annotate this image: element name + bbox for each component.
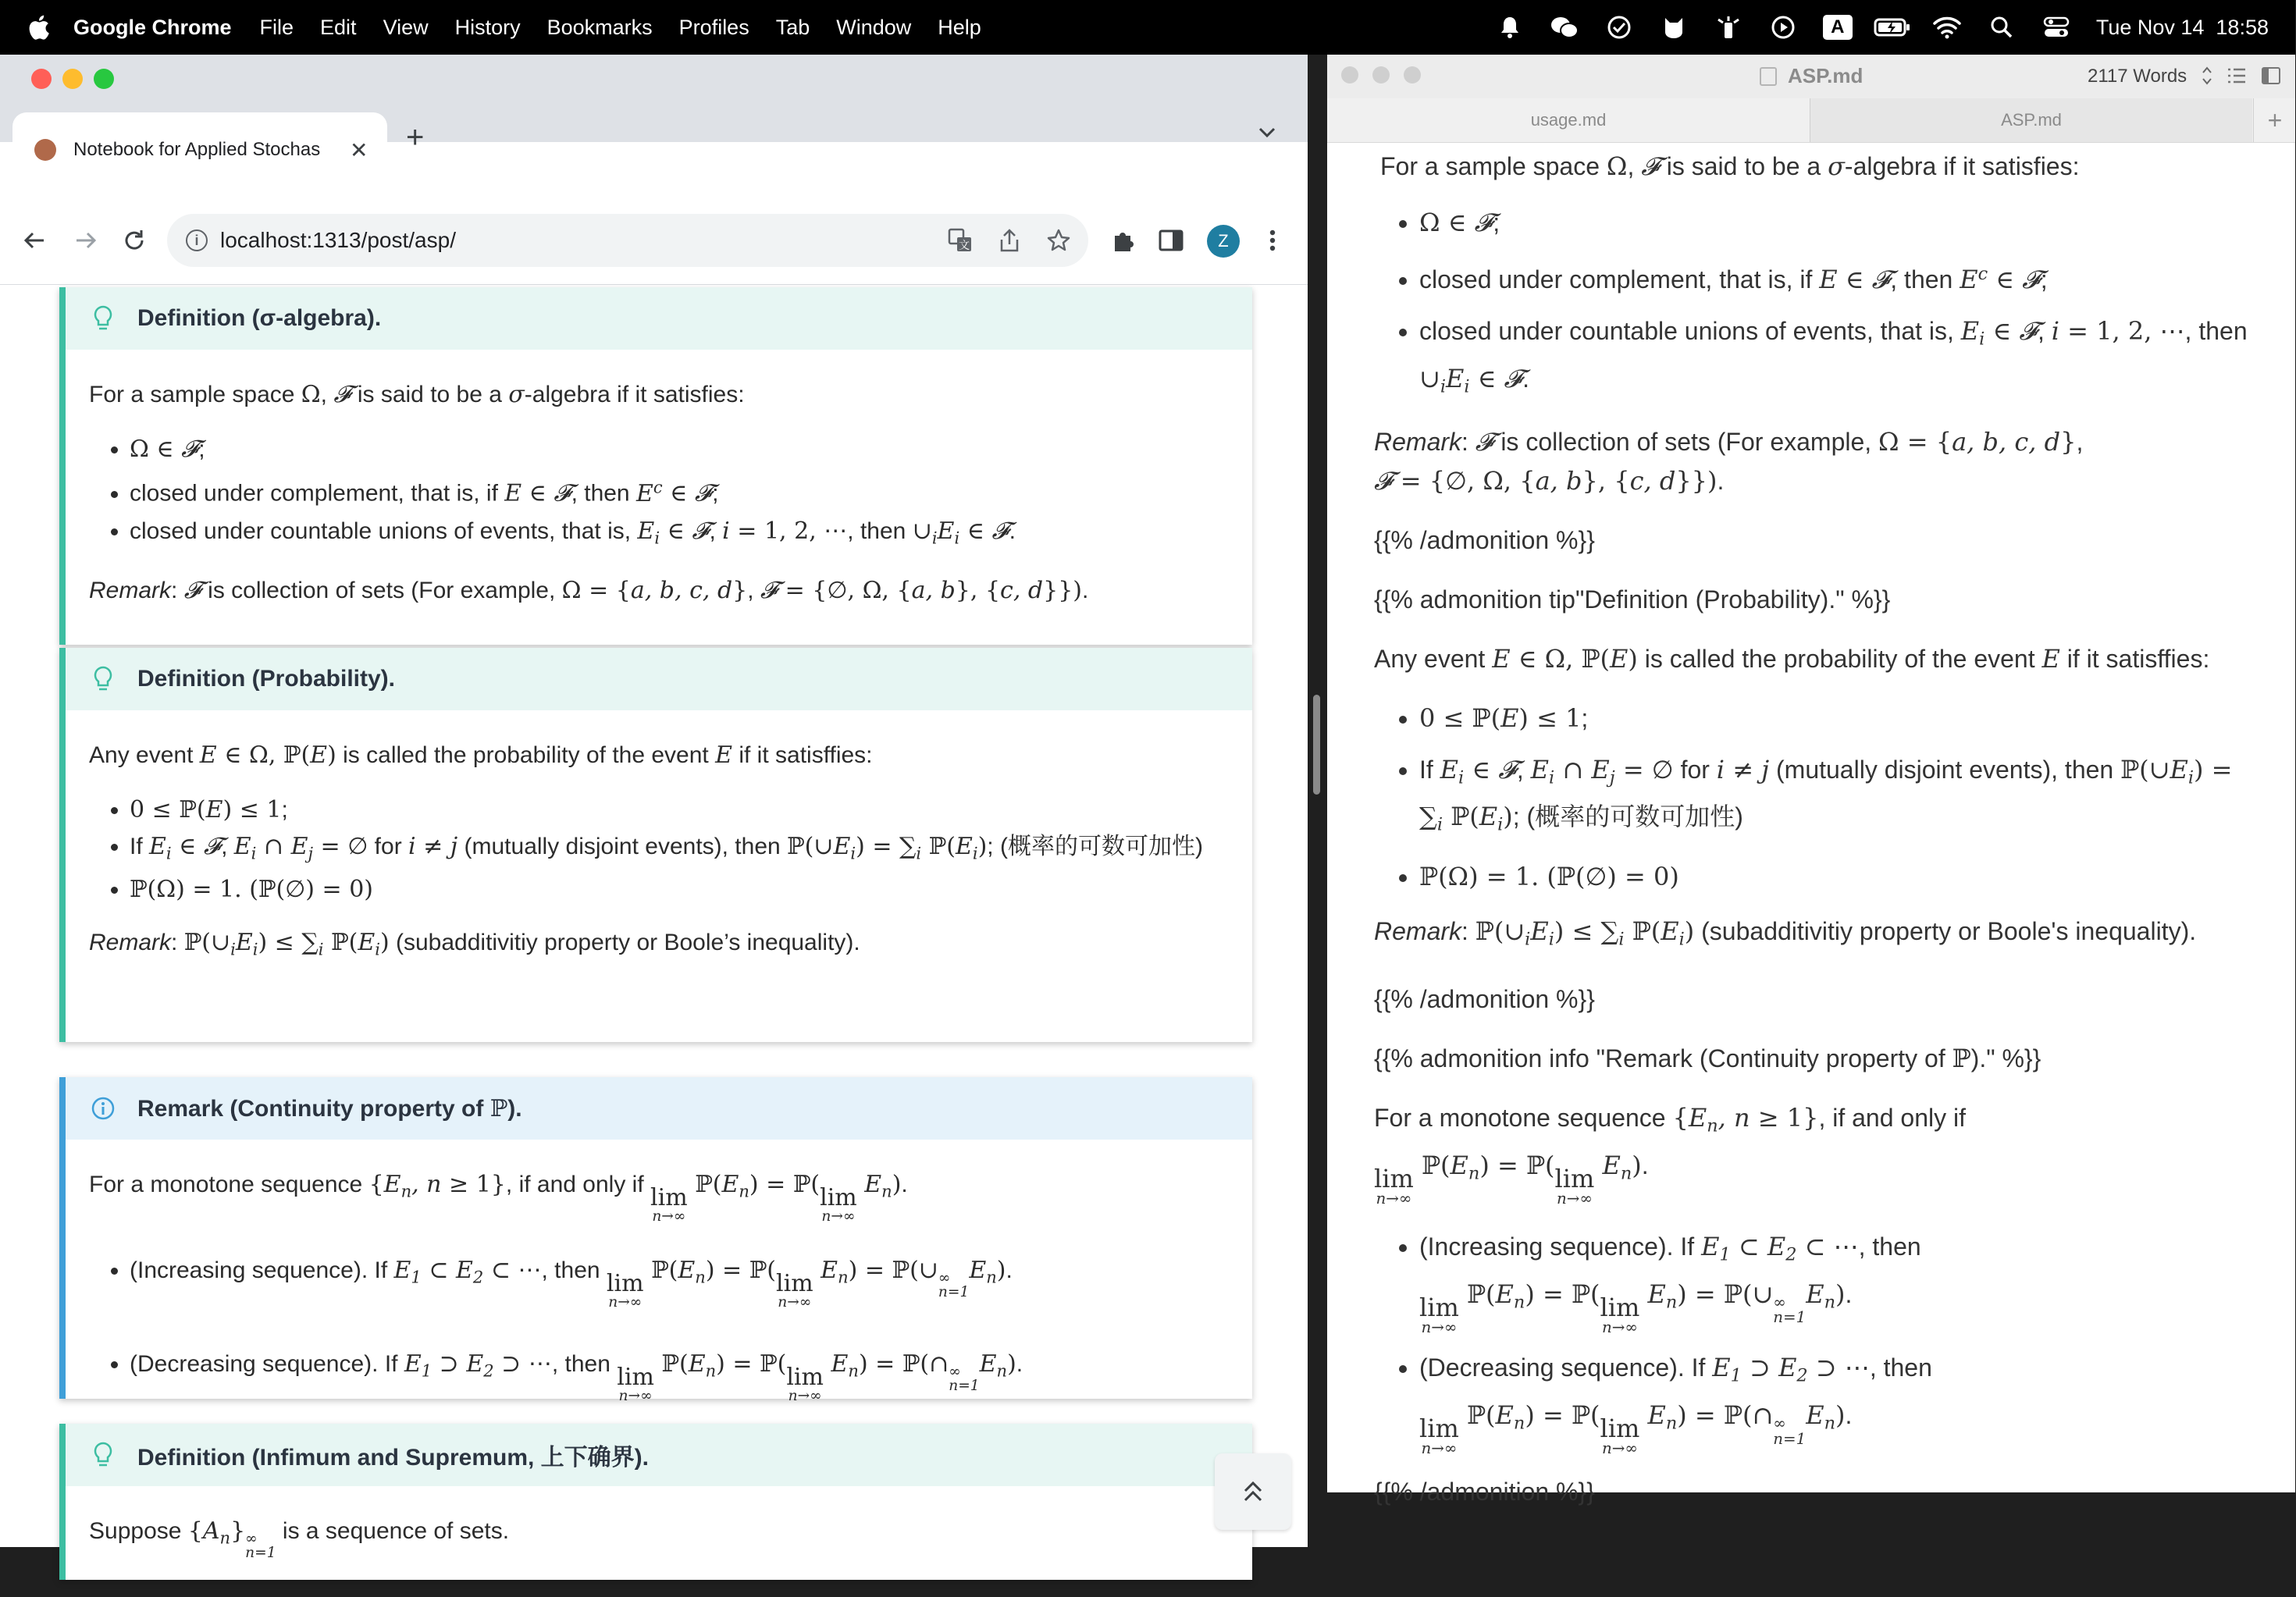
web-page-content xyxy=(0,287,1308,1562)
admonition-probability xyxy=(59,648,1252,1042)
browser-toolbar xyxy=(0,197,1308,285)
menu-window[interactable]: Window xyxy=(836,15,912,39)
address-bar[interactable] xyxy=(167,214,1088,267)
share-icon[interactable] xyxy=(998,228,1021,257)
macos-menubar xyxy=(0,0,2295,55)
shortcode-open-continuity[interactable]: {{% admonition info "Remark (Continuity property of ℙ)." %}} xyxy=(1374,1043,2041,1073)
shortcode-close[interactable]: {{% /admonition %}} xyxy=(1374,984,1595,1013)
menu-tab[interactable]: Tab xyxy=(775,15,810,39)
typora-tab-bar xyxy=(1327,98,2295,143)
zoom-window-button[interactable] xyxy=(94,69,114,89)
kebab-menu-icon[interactable] xyxy=(1258,226,1287,254)
inf-intro: Suppose $\{A_n\}$ ∞ n=1 is a sequence of sets. xyxy=(89,1517,510,1562)
typora-titlebar xyxy=(1327,55,2295,99)
cont-cases-list xyxy=(89,1252,1229,1403)
admonition-title: Remark (Continuity property of ℙ). xyxy=(137,1094,522,1122)
admonition-body xyxy=(66,710,1252,1001)
close-window-button[interactable] xyxy=(1341,66,1358,84)
chrome-window xyxy=(0,55,1308,1562)
checkmark-circle-icon[interactable] xyxy=(1604,12,1634,42)
list-item: • (Increasing sequence). If $E_1$ ⊂ $E_2$ ⊂ ⋯, then lim n→∞ $ℙ(E_n)$ = ℙ( lim n→∞ $E_n$) = ℙ(∪ ∞ n=1 $E_n$). xyxy=(130,1252,1229,1310)
profile-avatar[interactable]: Z xyxy=(1207,225,1240,258)
zoom-window-button[interactable] xyxy=(1404,66,1421,84)
admonition-header xyxy=(66,648,1252,710)
menu-view[interactable]: View xyxy=(383,15,429,39)
bell-icon[interactable] xyxy=(1495,12,1525,42)
admonition-continuity xyxy=(59,1077,1252,1404)
list-item[interactable]: • closed under complement, that is, if E ∈ 𝓕, then $E^c$ ∈ 𝓕; xyxy=(1419,254,2258,299)
list-item[interactable]: • (Decreasing sequence). If $E_1$ ⊃ $E_2$ ⊃ ⋯, then lim n→∞ $ℙ(E_n)$ = ℙ( lim n→∞ $E_n$) = ℙ(∩ ∞ n=1 $E_n$). xyxy=(1419,1348,2258,1457)
spotlight-search-icon[interactable] xyxy=(1987,12,2017,42)
admonition-title: Definition (σ-algebra). xyxy=(137,305,382,331)
close-window-button[interactable] xyxy=(31,69,52,89)
wechat-icon[interactable] xyxy=(1550,12,1579,42)
back-arrow-icon[interactable] xyxy=(19,225,50,256)
admonition-title: Definition (Probability). xyxy=(137,666,395,692)
list-item: • ℙ(Ω) = 1. (ℙ(∅) = 0) xyxy=(130,871,1229,909)
prob-remark[interactable]: Remark: $ℙ(\cup_iE_i) \le \sum_i$ $ℙ(E_i)$ (subadditivitiy property or Boole's inequality). xyxy=(1374,916,2197,950)
admonition-header xyxy=(66,1424,1252,1486)
typora-editor-content[interactable] xyxy=(1327,142,2295,1531)
admonition-header xyxy=(66,1077,1252,1140)
menu-bookmarks[interactable]: Bookmarks xyxy=(546,15,653,39)
list-item: • closed under complement, that is, if E ∈ 𝓕, then $E^c$ ∈ 𝓕; xyxy=(130,468,1229,513)
lightbulb-icon xyxy=(86,665,120,693)
sigma-intro[interactable]: For a sample space Ω, 𝓕 is said to be a σ-algebra if it satisfies: xyxy=(1380,151,2080,181)
play-circle-icon[interactable] xyxy=(1768,12,1798,42)
forward-arrow-icon[interactable] xyxy=(70,225,101,256)
shortcode-close-partial[interactable]: {{% /admonition %}} xyxy=(1374,1478,1595,1506)
reload-icon[interactable] xyxy=(119,225,150,256)
list-item[interactable]: • Ω ∈ 𝓕; xyxy=(1419,203,2258,242)
tab-title: Notebook for Applied Stochas xyxy=(73,139,321,160)
lightbulb-icon xyxy=(86,304,120,333)
shortcode-close[interactable]: {{% /admonition %}} xyxy=(1374,525,1595,554)
menu-file[interactable]: File xyxy=(259,15,294,39)
list-item[interactable]: • 0 ≤ ℙ(E) ≤ 1; xyxy=(1419,699,2258,738)
menu-edit[interactable]: Edit xyxy=(320,15,357,39)
tab-search-chevron-icon[interactable] xyxy=(1258,126,1276,143)
admonition-body xyxy=(66,1486,1252,1597)
tab-strip xyxy=(0,55,1308,162)
admonition-infimum-supremum xyxy=(59,1424,1252,1580)
list-item[interactable]: • ℙ(Ω) = 1. (ℙ(∅) = 0) xyxy=(1419,857,2258,896)
apple-logo-icon[interactable] xyxy=(27,14,50,41)
menu-profiles[interactable]: Profiles xyxy=(678,15,749,39)
back-to-top-button[interactable] xyxy=(1215,1453,1291,1530)
wifi-icon[interactable] xyxy=(1932,12,1962,42)
prob-axioms-list xyxy=(1374,699,2258,896)
spray-icon[interactable] xyxy=(1714,12,1743,42)
new-tab-button[interactable]: + xyxy=(406,120,425,155)
cont-cases-list xyxy=(1374,1227,2258,1457)
sidebar-toggle-icon[interactable] xyxy=(2261,66,2281,89)
typora-window xyxy=(1327,55,2295,1506)
prob-axioms-list xyxy=(89,791,1229,909)
prob-intro: Any event E ∈ Ω, ℙ(E) is called the probability of the event E if it satisffies: xyxy=(89,742,873,769)
sigma-remark: Remark: 𝓕 is collection of sets (For example, Ω = {a, b, c, d}, 𝓕 = {∅, Ω, {a, b}, {c, d}}). xyxy=(89,576,1089,604)
menu-help[interactable]: Help xyxy=(938,15,981,39)
sigma-conditions-list xyxy=(89,431,1229,557)
browser-tab[interactable] xyxy=(12,112,387,187)
minimize-window-button[interactable] xyxy=(62,69,83,89)
shortcode-open-probability[interactable]: {{% admonition tip"Definition (Probability)." %}} xyxy=(1374,585,1891,614)
admonition-sigma-algebra xyxy=(59,287,1252,645)
admonition-title: Definition (Infimum and Supremum, 上下确界). xyxy=(137,1445,649,1471)
sigma-remark[interactable]: Remark: 𝓕 is collection of sets (For example, Ω = {a, b, c, d}, 𝓕 = {∅, Ω, {a, b}, {c, d}}). xyxy=(1374,426,2084,496)
cont-intro: For a monotone sequence {$E_n$, n ≥ 1}, if and only if lim n→∞ $ℙ(E_n)$ = ℙ( lim n→∞ $E_n$). xyxy=(89,1171,908,1225)
tab-asp-md[interactable]: ASP.md xyxy=(1810,98,2252,142)
outline-list-icon[interactable] xyxy=(2227,67,2247,88)
list-item: • 0 ≤ ℙ(E) ≤ 1; xyxy=(130,791,1229,829)
sigma-conditions-list xyxy=(1374,203,2258,407)
list-item[interactable]: • If $E_i$ ∈ 𝓕, $E_i$ ∩ $E_j$ = ∅ for i ≠ j (mutually disjoint events), then $ℙ(\cup E_i) = \sum_i$ $ℙ(E_i)$; (概率的可数可加性) xyxy=(1419,750,2258,845)
minimize-window-button[interactable] xyxy=(1372,66,1390,84)
prob-intro[interactable]: Any event E ∈ Ω, ℙ(E) is called the probability of the event E if it satisffies: xyxy=(1374,643,2210,674)
menu-app-name[interactable]: Google Chrome xyxy=(73,15,232,39)
list-item[interactable]: • (Increasing sequence). If $E_1$ ⊂ $E_2$ ⊂ ⋯, then lim n→∞ $ℙ(E_n)$ = ℙ( lim n→∞ $E_n$) = ℙ(∪ ∞ n=1 $E_n$). xyxy=(1419,1227,2258,1336)
new-tab-button[interactable]: + xyxy=(2253,98,2296,142)
control-center-icon[interactable] xyxy=(2041,12,2071,42)
markdown-file-icon xyxy=(1760,67,1777,86)
list-item: • (Decreasing sequence). If $E_1$ ⊃ $E_2$ ⊃ ⋯, then lim n→∞ $ℙ(E_n)$ = ℙ( lim n→∞ $E_n$) = ℙ(∩ ∞ n=1 $E_n$). xyxy=(130,1346,1229,1403)
document-title: ASP.md xyxy=(1788,64,1863,87)
lightbulb-icon xyxy=(86,1441,120,1469)
admonition-header xyxy=(66,287,1252,350)
cont-intro[interactable]: For a monotone sequence {$E_n$, n ≥ 1}, if and only if lim n→∞ $ℙ(E_n)$ = ℙ( lim n→∞ $E_n$). xyxy=(1374,1102,1966,1208)
url-text[interactable]: localhost:1313/post/asp/ xyxy=(220,228,456,252)
sigma-intro: For a sample space Ω, 𝓕 is said to be a σ-algebra if it satisfies: xyxy=(89,381,745,408)
site-info-icon[interactable]: i xyxy=(186,229,208,251)
bookmark-star-icon[interactable] xyxy=(1046,228,1071,257)
battery-icon[interactable] xyxy=(1878,12,1907,42)
word-count[interactable]: 2117 Words xyxy=(2088,66,2187,87)
svg-text:文: 文 xyxy=(959,240,970,252)
admonition-body xyxy=(66,1140,1252,1438)
tab-usage-md[interactable]: usage.md xyxy=(1327,98,1810,142)
keyboard-input-icon[interactable]: A xyxy=(1823,12,1853,42)
close-tab-icon[interactable]: ✕ xyxy=(350,137,368,162)
list-item[interactable]: • closed under countable unions of events, that is, $E_i$ ∈ 𝓕, i = 1, 2, ⋯, then $\cup_iE_i$ ∈ 𝓕. xyxy=(1419,311,2258,406)
info-circle-icon xyxy=(86,1096,120,1121)
datetime[interactable]: Tue Nov 14 18:58 xyxy=(2095,15,2269,39)
cat-icon[interactable] xyxy=(1659,12,1689,42)
translate-icon[interactable] xyxy=(948,228,973,257)
list-item: • Ω ∈ 𝓕; xyxy=(130,431,1229,468)
menu-history[interactable]: History xyxy=(454,15,521,39)
side-panel-icon[interactable] xyxy=(1157,226,1185,254)
status-area xyxy=(1495,0,2269,55)
window-scrollbar-thumb[interactable] xyxy=(1313,695,1320,795)
updown-chevron-icon[interactable] xyxy=(2202,66,2212,90)
admonition-body xyxy=(66,350,1252,642)
list-item: • If $E_i$ ∈ 𝓕, $E_i$ ∩ $E_j$ = ∅ for i ≠ j (mutually disjoint events), then $ℙ(\cup E_i) = \sum_i$ $ℙ(E_i)$; (概率的可数可加性) xyxy=(130,829,1229,871)
prob-remark: Remark: $ℙ(\cup_iE_i) \le \sum_i$ $ℙ(E_i)$ (subadditivitiy property or Boole’s inequality). xyxy=(89,929,860,959)
list-item: • closed under countable unions of events, that is, $E_i$ ∈ 𝓕, i = 1, 2, ⋯, then $\cup_iE_i$ ∈ 𝓕. xyxy=(130,513,1229,557)
site-favicon-icon xyxy=(34,139,56,161)
extensions-puzzle-icon[interactable] xyxy=(1109,226,1137,254)
